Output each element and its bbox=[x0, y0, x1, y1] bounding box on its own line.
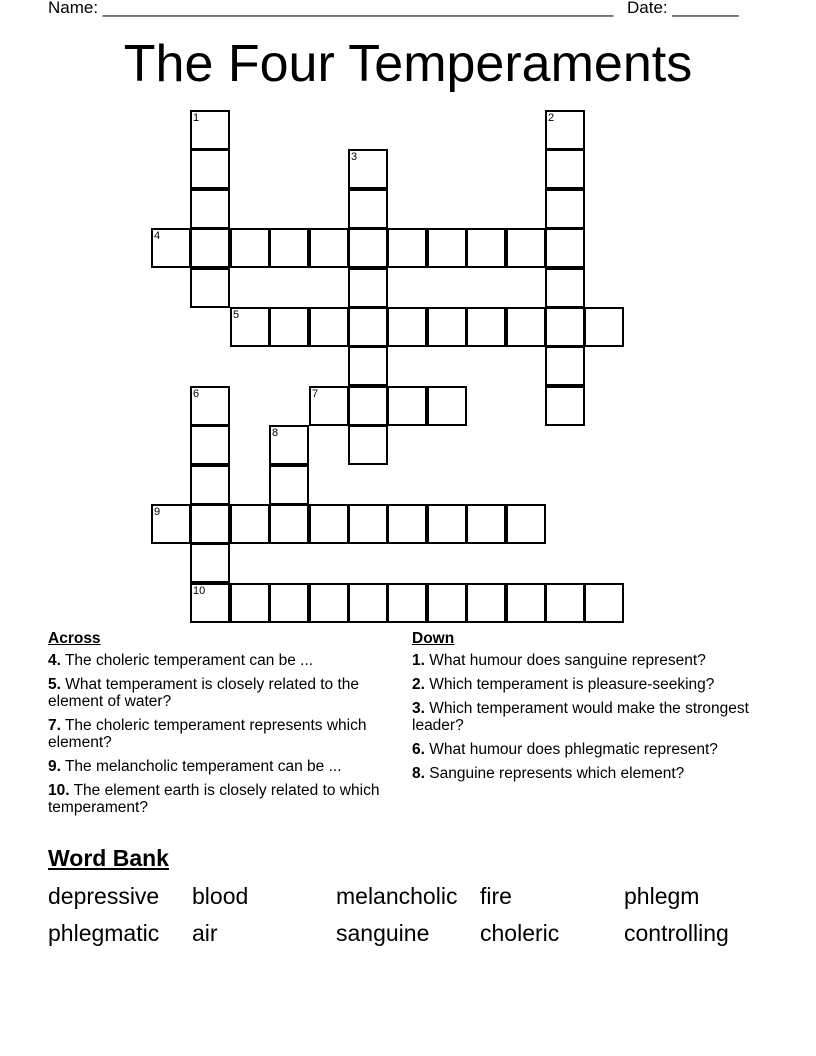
word-bank-item: choleric bbox=[480, 920, 560, 946]
clue-number: 2 bbox=[548, 112, 555, 124]
crossword-cell[interactable] bbox=[348, 268, 388, 308]
crossword-cell[interactable] bbox=[190, 465, 230, 505]
crossword-cell[interactable] bbox=[427, 228, 467, 268]
crossword-cell[interactable] bbox=[269, 307, 309, 347]
date-field[interactable]: Date: _______ bbox=[627, 0, 739, 17]
crossword-cell[interactable] bbox=[309, 228, 349, 268]
across-clue: 4. The choleric temperament can be ... bbox=[48, 652, 314, 669]
crossword-cell[interactable] bbox=[466, 504, 506, 544]
crossword-cell[interactable] bbox=[387, 583, 427, 623]
crossword-cell[interactable] bbox=[190, 149, 230, 189]
down-clue: 8. Sanguine represents which element? bbox=[412, 765, 685, 782]
across-clue: 9. The melancholic temperament can be ... bbox=[48, 758, 342, 775]
clue-number: 3 bbox=[351, 151, 358, 163]
crossword-cell[interactable] bbox=[230, 583, 270, 623]
down-clue: 1. What humour does sanguine represent? bbox=[412, 652, 706, 669]
crossword-cell[interactable] bbox=[466, 307, 506, 347]
crossword-cell[interactable] bbox=[387, 307, 427, 347]
clue-number: 10 bbox=[193, 585, 206, 597]
crossword-cell[interactable] bbox=[545, 149, 585, 189]
crossword-cell[interactable] bbox=[545, 228, 585, 268]
down-clue: 2. Which temperament is pleasure-seeking? bbox=[412, 676, 715, 693]
crossword-cell[interactable] bbox=[230, 504, 270, 544]
crossword-cell[interactable] bbox=[387, 386, 427, 426]
crossword-cell[interactable] bbox=[545, 583, 585, 623]
across-clues bbox=[48, 630, 388, 823]
crossword-cell[interactable] bbox=[545, 346, 585, 386]
crossword-cell[interactable] bbox=[269, 228, 309, 268]
word-bank-item: depressive bbox=[48, 883, 160, 909]
down-heading: Down bbox=[412, 630, 455, 647]
crossword-cell[interactable] bbox=[348, 346, 388, 386]
across-clue: 10. The element earth is closely related to which temperament? bbox=[48, 782, 380, 816]
crossword-cell[interactable] bbox=[269, 465, 309, 505]
across-clue: 7. The choleric temperament represents which element? bbox=[48, 717, 367, 751]
clue-number: 8 bbox=[272, 427, 279, 439]
crossword-cell[interactable] bbox=[348, 307, 388, 347]
crossword-cell[interactable] bbox=[348, 149, 388, 189]
crossword-cell[interactable] bbox=[506, 307, 546, 347]
crossword-cell[interactable] bbox=[230, 228, 270, 268]
crossword-cell[interactable] bbox=[348, 583, 388, 623]
clue-number: 6 bbox=[193, 388, 200, 400]
crossword-cell[interactable] bbox=[506, 228, 546, 268]
crossword-cell[interactable] bbox=[506, 504, 546, 544]
crossword-cell[interactable] bbox=[309, 386, 349, 426]
crossword-cell[interactable] bbox=[348, 504, 388, 544]
crossword-cell[interactable] bbox=[190, 583, 230, 623]
crossword-cell[interactable] bbox=[545, 110, 585, 150]
crossword-cell[interactable] bbox=[545, 386, 585, 426]
crossword-cell[interactable] bbox=[269, 583, 309, 623]
word-bank-item: phlegmatic bbox=[48, 920, 160, 946]
clue-number: 4 bbox=[154, 230, 161, 242]
across-clue: 5. What temperament is closely related to the element of water? bbox=[48, 676, 360, 710]
crossword-cell[interactable] bbox=[151, 228, 191, 268]
crossword-cell[interactable] bbox=[427, 504, 467, 544]
crossword-cell[interactable] bbox=[427, 307, 467, 347]
crossword-cell[interactable] bbox=[506, 583, 546, 623]
clue-number: 5 bbox=[233, 309, 240, 321]
clue-number: 9 bbox=[154, 506, 161, 518]
crossword-cell[interactable] bbox=[309, 583, 349, 623]
crossword-cell[interactable] bbox=[190, 543, 230, 583]
crossword-cell[interactable] bbox=[190, 386, 230, 426]
crossword-cell[interactable] bbox=[269, 504, 309, 544]
crossword-cell[interactable] bbox=[151, 504, 191, 544]
word-bank-item: fire bbox=[480, 883, 512, 909]
crossword-cell[interactable] bbox=[309, 307, 349, 347]
crossword-cell[interactable] bbox=[348, 189, 388, 229]
word-bank-item: phlegm bbox=[624, 883, 700, 909]
crossword-cell[interactable] bbox=[348, 425, 388, 465]
crossword-cell[interactable] bbox=[348, 386, 388, 426]
down-clue: 3. Which temperament would make the strongest leader? bbox=[412, 700, 749, 734]
clue-number: 1 bbox=[193, 112, 200, 124]
crossword-cell[interactable] bbox=[190, 110, 230, 150]
across-heading: Across bbox=[48, 630, 101, 647]
crossword-cell[interactable] bbox=[269, 425, 309, 465]
crossword-cell[interactable] bbox=[190, 504, 230, 544]
crossword-cell[interactable] bbox=[190, 425, 230, 465]
word-bank-item: air bbox=[192, 920, 218, 946]
crossword-cell[interactable] bbox=[427, 583, 467, 623]
crossword-cell[interactable] bbox=[348, 228, 388, 268]
crossword-cell[interactable] bbox=[387, 228, 427, 268]
crossword-cell[interactable] bbox=[545, 268, 585, 308]
name-field[interactable]: Name: ______________________________________________________ bbox=[48, 0, 614, 17]
crossword-cell[interactable] bbox=[584, 307, 624, 347]
page-title: The Four Temperaments bbox=[123, 35, 693, 93]
crossword-cell[interactable] bbox=[387, 504, 427, 544]
crossword-cell[interactable] bbox=[545, 189, 585, 229]
crossword-cell[interactable] bbox=[190, 268, 230, 308]
crossword-cell[interactable] bbox=[584, 583, 624, 623]
down-clue: 6. What humour does phlegmatic represent? bbox=[412, 741, 718, 758]
crossword-cell[interactable] bbox=[190, 189, 230, 229]
clue-number: 7 bbox=[312, 388, 319, 400]
crossword-cell[interactable] bbox=[190, 228, 230, 268]
word-bank-item: controlling bbox=[624, 920, 729, 946]
crossword-cell[interactable] bbox=[230, 307, 270, 347]
word-bank-item: melancholic bbox=[336, 883, 458, 909]
word-bank-item: sanguine bbox=[336, 920, 430, 946]
crossword-cell[interactable] bbox=[427, 386, 467, 426]
crossword-cell[interactable] bbox=[466, 228, 506, 268]
crossword-cell[interactable] bbox=[309, 504, 349, 544]
crossword-cell[interactable] bbox=[466, 583, 506, 623]
word-bank-item: blood bbox=[192, 883, 249, 909]
down-clues bbox=[412, 630, 752, 789]
word-bank-title: Word Bank bbox=[48, 845, 169, 871]
crossword-cell[interactable] bbox=[545, 307, 585, 347]
